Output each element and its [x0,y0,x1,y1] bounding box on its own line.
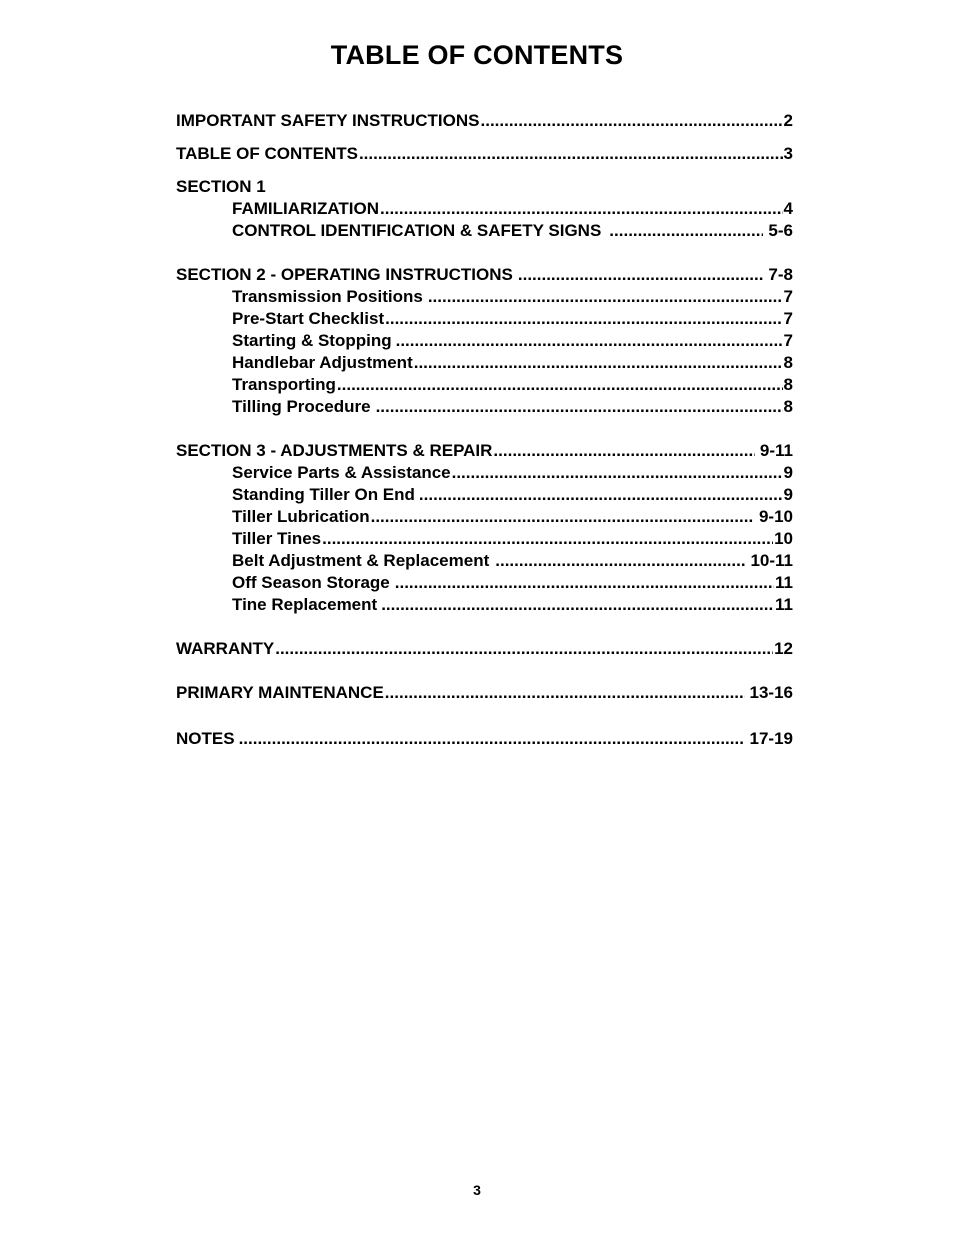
toc-entry-page: 12 [774,639,793,658]
toc-entry-page: 7 [783,309,793,328]
dot-leader [395,572,774,594]
toc-entry-page: 13-16 [749,683,793,702]
toc-entry-notes [176,728,793,750]
toc-entry-label: IMPORTANT SAFETY INSTRUCTIONS [176,111,480,130]
dot-leader [396,330,783,352]
dot-leader [381,594,774,616]
toc-entry-label: Off Season Storage [232,573,390,592]
toc-entry-table-of-contents [176,143,793,165]
toc-entry-label: Handlebar Adjustment [232,353,413,372]
page-title: TABLE OF CONTENTS [330,40,624,70]
dot-leader [518,264,764,286]
toc-entry-label: Standing Tiller On End [232,485,415,504]
toc-entry-label: TABLE OF CONTENTS [176,144,358,163]
toc-entry-control-identification [176,220,793,242]
toc-entry-label: WARRANTY [176,639,275,658]
toc-entry-page: 8 [783,353,793,372]
toc-entry-page: 8 [783,397,793,416]
toc-entry-page: 7 [783,287,793,306]
toc-entry-page: 5-6 [768,221,793,240]
toc-entry-service-parts [176,462,793,484]
dot-leader [495,550,745,572]
toc-entry-warranty [176,638,793,660]
toc-entry-starting-stopping [176,330,793,352]
toc-entry-label: NOTES [176,729,235,748]
toc-entry-page: 7-8 [768,265,793,284]
page-number: 3 [473,1182,481,1198]
toc-entry-label: Transmission Positions [232,287,423,306]
toc-entry-section-3 [176,440,793,462]
toc-entry-page: 9 [783,463,793,482]
dot-leader [428,286,783,308]
toc-entry-label: PRIMARY MAINTENANCE [176,683,384,702]
toc-entry-label: Tiller Lubrication [232,507,370,526]
dot-leader [275,638,773,660]
toc-entry-page: 3 [783,144,793,163]
toc-entry-label: SECTION 1 [176,177,266,196]
toc-entry-off-season-storage [176,572,793,594]
toc-entry-tilling-procedure [176,396,793,418]
toc-entry-page: 10-11 [750,551,793,570]
toc-entry-page: 9-10 [758,507,793,526]
toc-entry-familiarization [176,198,793,220]
toc-entry-label: Tilling Procedure [232,397,371,416]
toc-entry-label: Belt Adjustment & Replacement [232,551,490,570]
table-of-contents [176,110,793,750]
toc-entry-safety-instructions [176,110,793,132]
dot-leader [239,728,745,750]
toc-entry-label: Transporting [232,375,336,394]
toc-entry-primary-maintenance [176,682,793,704]
toc-entry-label: Service Parts & Assistance [232,463,451,482]
toc-entry-transporting [176,374,793,396]
dot-leader [376,396,783,418]
dot-leader [419,484,783,506]
toc-entry-label: Starting & Stopping [232,331,392,350]
dot-leader [322,528,773,550]
toc-entry-label: SECTION 3 - ADJUSTMENTS & REPAIR [176,441,493,460]
toc-entry-page: 8 [783,375,793,394]
toc-entry-belt-adjustment [176,550,793,572]
toc-entry-section-2 [176,264,793,286]
toc-entry-page: 2 [783,111,793,130]
dot-leader [385,682,745,704]
toc-entry-page: 11 [775,573,793,592]
toc-entry-page: 7 [783,331,793,350]
toc-entry-pre-start-checklist [176,308,793,330]
dot-leader [452,462,783,484]
toc-entry-page: 4 [783,199,793,218]
dot-leader [481,110,783,132]
toc-entry-label: FAMILIARIZATION [232,199,379,218]
toc-entry-page: 17-19 [749,729,793,748]
dot-leader [371,506,754,528]
toc-entry-transmission-positions [176,286,793,308]
toc-entry-tine-replacement [176,594,793,616]
toc-entry-label: CONTROL IDENTIFICATION & SAFETY SIGNS [232,221,602,240]
toc-entry-page: 9-11 [759,441,793,460]
toc-entry-tiller-tines [176,528,793,550]
dot-leader [493,440,754,462]
toc-entry-handlebar-adjustment [176,352,793,374]
toc-entry-label: Pre-Start Checklist [232,309,385,328]
toc-entry-tiller-lubrication [176,506,793,528]
dot-leader [385,308,782,330]
dot-leader [414,352,783,374]
toc-entry-standing-tiller [176,484,793,506]
toc-entry-label: Tiller Tines [232,529,322,548]
toc-entry-page: 9 [783,485,793,504]
toc-section-1-heading [176,176,793,198]
dot-leader [609,220,763,242]
dot-leader [359,143,783,165]
dot-leader [380,198,783,220]
toc-entry-page: 11 [775,595,793,614]
toc-entry-label: SECTION 2 - OPERATING INSTRUCTIONS [176,265,513,284]
toc-entry-page: 10 [774,529,793,548]
toc-entry-label: Tine Replacement [232,595,378,614]
dot-leader [337,374,783,396]
